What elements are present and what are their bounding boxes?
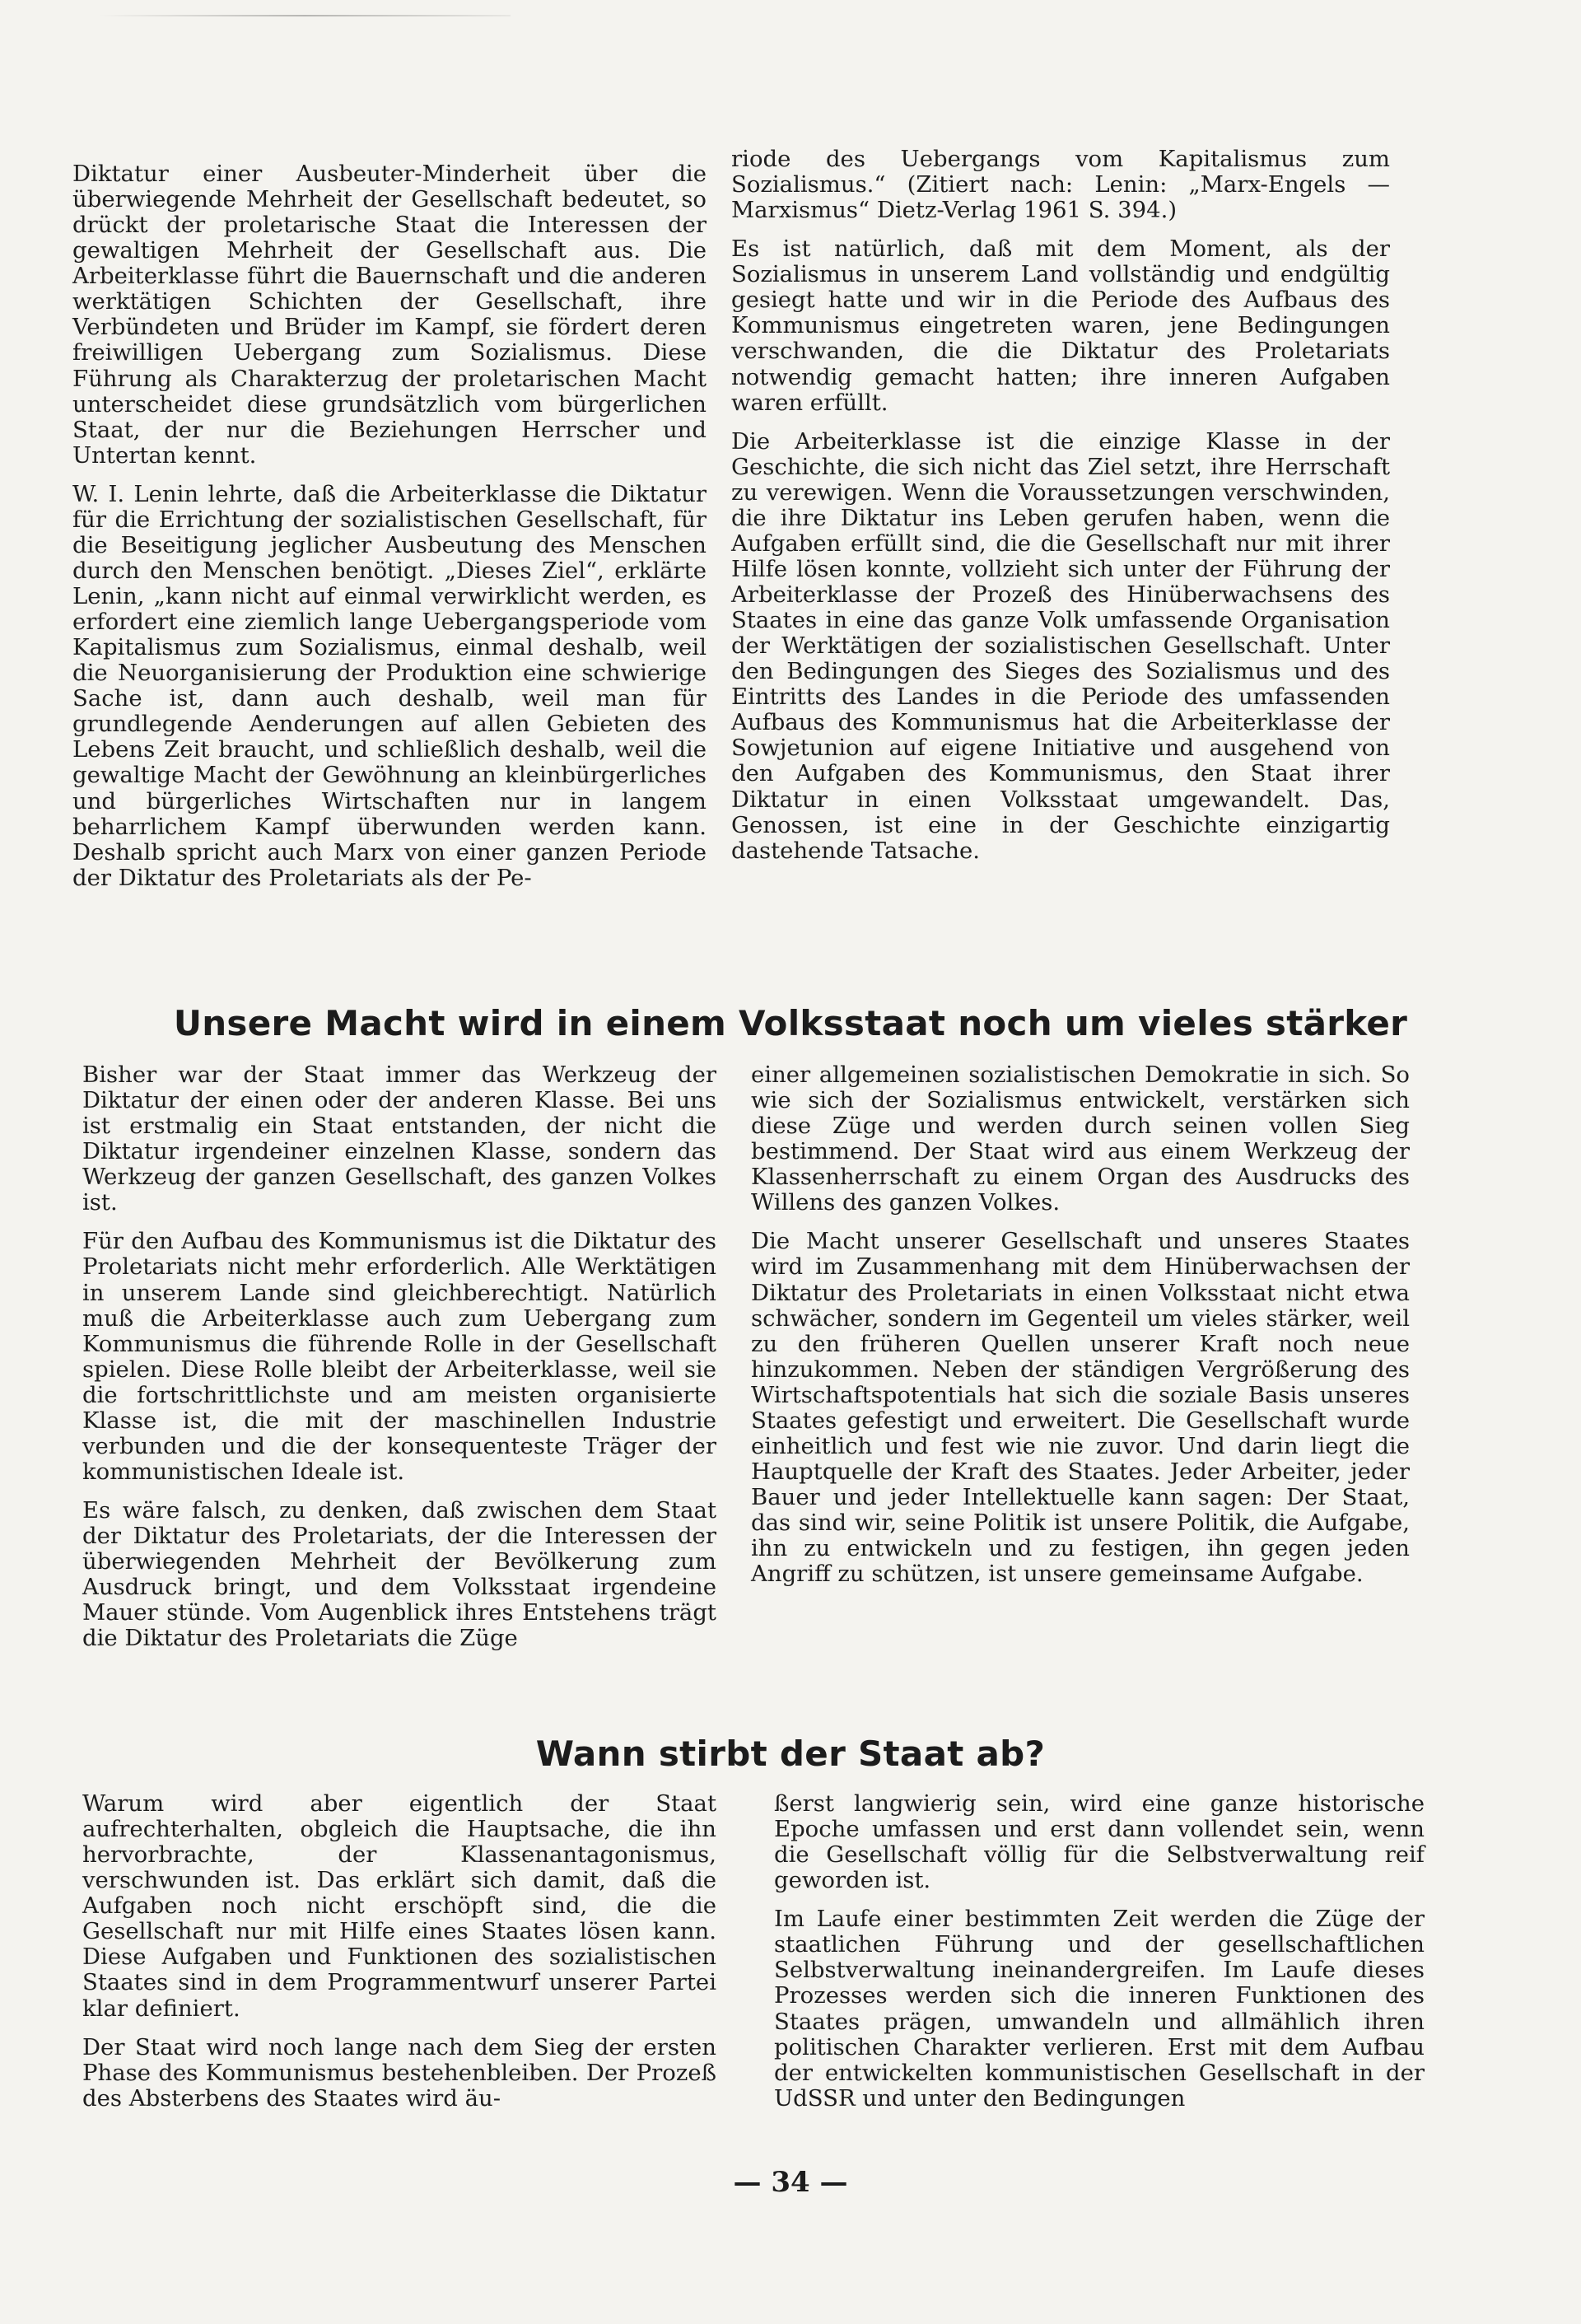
paragraph: Im Laufe einer bestimmten Zeit werden die Züge der staatlichen Führung und der gesellschaftlichen Selbstverwaltung ineinandergreifen. Im Laufe dieses Prozesses werden sich die inneren Funktionen des Staates prägen, umwandeln und allmählich ihren politischen Charakter verlieren. Erst mit dem Aufbau der entwickelten kommunistischen Gesellschaft in der UdSSR und unter den Bedingungen xyxy=(774,1906,1425,2112)
section2-left-column xyxy=(82,1062,716,1664)
paragraph: Die Arbeiterklasse ist die einzige Klasse in der Geschichte, die sich nicht das Ziel setzt, ihre Herrschaft zu verewigen. Wenn die Voraussetzungen verschwinden, die ihre Diktatur ins Leben gerufen haben, wenn die Aufgaben erfüllt sind, die die Gesellschaft nur mit ihrer Hilfe lösen konnte, vollzieht sich unter der Führung der Arbeiterklasse der Prozeß des Hinüberwachsens des Staates in eine das ganze Volk umfassende Organisation der Werktätigen der sozialistischen Gesellschaft. Unter den Bedingungen des Sieges des Sozialismus und des Eintritts des Landes in die Periode des umfassenden Aufbaus des Kommunismus hat die Arbeiterklasse der Sowjetunion auf eigene Initiative und ausgehend von den Aufgaben des Kommunismus, den Staat ihrer Diktatur in einen Volksstaat umgewandelt. Das, Genossen, ist eine in der Geschichte einzigartig dastehende Tatsache. xyxy=(731,427,1390,864)
paragraph: riode des Uebergangs vom Kapitalismus zum Sozialismus.“ (Zitiert nach: Lenin: „Marx-Engels — Marxismus“ Dietz-Verlag 1961 S. 394.) xyxy=(731,146,1390,224)
page-number: — 34 — xyxy=(733,2166,848,2199)
paragraph: W. I. Lenin lehrte, daß die Arbeiterklasse die Diktatur für die Errichtung der sozialistischen Gesellschaft, für die Beseitigung jeglicher Ausbeutung des Menschen durch den Menschen benötigt. „Dieses Ziel“, erklärte Lenin, „kann nicht auf einmal verwirklicht werden, es erfordert eine ziemlich lange Uebergangsperiode vom Kapitalismus zum Sozialismus, einmal deshalb, weil die Neuorganisierung der Produktion eine schwierige Sache ist, dann auch deshalb, weil man für grundlegende Aenderungen auf allen Gebieten des Lebens Zeit braucht, und schließlich deshalb, weil die gewaltige Macht der Gewöhnung an kleinbürgerliches und bürgerliches Wirtschaften nur in langem beharrlichem Kampf überwunden werden kann. Deshalb spricht auch Marx von einer ganzen Periode der Diktatur des Proletariats als der Pe- xyxy=(72,480,707,891)
paragraph: Der Staat wird noch lange nach dem Sieg der ersten Phase des Kommunismus bestehenbleiben. Der Prozeß des Absterbens des Staates wird äu- xyxy=(82,2033,716,2112)
paragraph: Es ist natürlich, daß mit dem Moment, als der Sozialismus in unserem Land vollständig und endgültig gesiegt hatte und wir in die Periode des Aufbaus des Kommunismus eingetreten waren, jene Bedingungen verschwanden, die die Diktatur des Proletariats notwendig gemacht hatten; ihre inneren Aufgaben waren erfüllt. xyxy=(731,236,1390,416)
paragraph: Diktatur einer Ausbeuter-Minderheit über die überwiegende Mehrheit der Gesellschaft bedeutet, so drückt der proletarische Staat die Interessen der gewaltigen Mehrheit der Gesellschaft aus. Die Arbeiterklasse führt die Bauernschaft und die anderen werktätigen Schichten der Gesellschaft, ihre Verbündeten und Brüder im Kampf, sie fördert deren freiwilligen Uebergang zum Sozialismus. Diese Führung als Charakterzug der proletarischen Macht unterscheidet diese grundsätzlich vom bürgerlichen Staat, der nur die Beziehungen Herrscher und Untertan kennt. xyxy=(72,161,707,469)
paragraph: Für den Aufbau des Kommunismus ist die Diktatur des Proletariats nicht mehr erforderlich. Alle Werktätigen in unserem Lande sind gleichberechtigt. Natürlich muß die Arbeiterklasse auch zum Uebergang zum Kommunismus die führende Rolle in der Gesellschaft spielen. Diese Rolle bleibt der Arbeiterklasse, weil sie die fortschrittlichste und am meisten organisierte Klasse ist, die mit der maschinellen Industrie verbunden und die der konsequenteste Träger der kommunistischen Ideale ist. xyxy=(82,1228,716,1485)
paragraph: Die Macht unserer Gesellschaft und unseres Staates wird im Zusammenhang mit dem Hinüberwachsen der Diktatur des Proletariats in einen Volksstaat nicht etwa schwächer, sondern im Gegenteil um vieles stärker, weil zu den früheren Quellen unserer Kraft noch neue hinzukommen. Neben der ständigen Vergrößerung des Wirtschaftspotentials hat sich die soziale Basis unseres Staates gefestigt und erweitert. Die Gesellschaft wurde einheitlich und fest wie nie zuvor. Und darin liegt die Hauptquelle der Kraft des Staates. Jeder Arbeiter, jeder Bauer und jeder Intellektuelle kann sagen: Der Staat, das sind wir, seine Politik ist unsere Politik, die Aufgabe, ihn zu entwickeln und zu festigen, ihn gegen jeden Angriff zu schützen, ist unsere gemeinsame Aufgabe. xyxy=(751,1228,1410,1588)
section3-left-column xyxy=(82,1791,716,2125)
section3-right-column xyxy=(774,1791,1425,2125)
paragraph: ßerst langwierig sein, wird eine ganze historische Epoche umfassen und erst dann vollendet sein, wenn die Gesellschaft völlig für die Selbstverwaltung reif geworden ist. xyxy=(774,1790,1425,1894)
section1-right-column xyxy=(731,147,1390,877)
paragraph: Bisher war der Staat immer das Werkzeug der Diktatur der einen oder der anderen Klasse. Bei uns ist erstmalig ein Staat entstanden, der nicht die Diktatur irgendeiner einzelnen Klasse, sondern das Werkzeug der ganzen Gesellschaft, des ganzen Volkes ist. xyxy=(82,1062,716,1216)
scan-artifact xyxy=(99,15,511,16)
section1-left-column xyxy=(72,161,707,904)
section2-right-column xyxy=(751,1062,1410,1600)
paragraph: Es wäre falsch, zu denken, daß zwischen dem Staat der Diktatur des Proletariats, der die Interessen der überwiegenden Mehrheit der Bevölkerung zum Ausdruck bringt, und dem Volksstaat irgendeine Mauer stünde. Vom Augenblick ihres Entstehens trägt die Diktatur des Proletariats die Züge xyxy=(82,1497,716,1652)
paragraph: einer allgemeinen sozialistischen Demokratie in sich. So wie sich der Sozialismus entwickelt, verstärken sich diese Züge und werden durch seinen vollen Sieg bestimmend. Der Staat wird aus einem Werkzeug der Klassenherrschaft zu einem Organ des Ausdrucks des Willens des ganzen Volkes. xyxy=(751,1062,1410,1216)
section-heading: Wann stirbt der Staat ab? xyxy=(535,1734,1046,1774)
paragraph: Warum wird aber eigentlich der Staat aufrechterhalten, obgleich die Hauptsache, die ihn hervorbrachte, der Klassenantagonismus, verschwunden ist. Das erklärt sich damit, daß die Aufgaben noch nicht erschöpft sind, die die Gesellschaft nur mit Hilfe eines Staates lösen kann. Diese Aufgaben und Funktionen des sozialistischen Staates sind in dem Programmentwurf unserer Partei klar definiert. xyxy=(82,1790,716,2022)
section-heading: Unsere Macht wird in einem Volksstaat noch um vieles stärker xyxy=(173,1003,1408,1043)
